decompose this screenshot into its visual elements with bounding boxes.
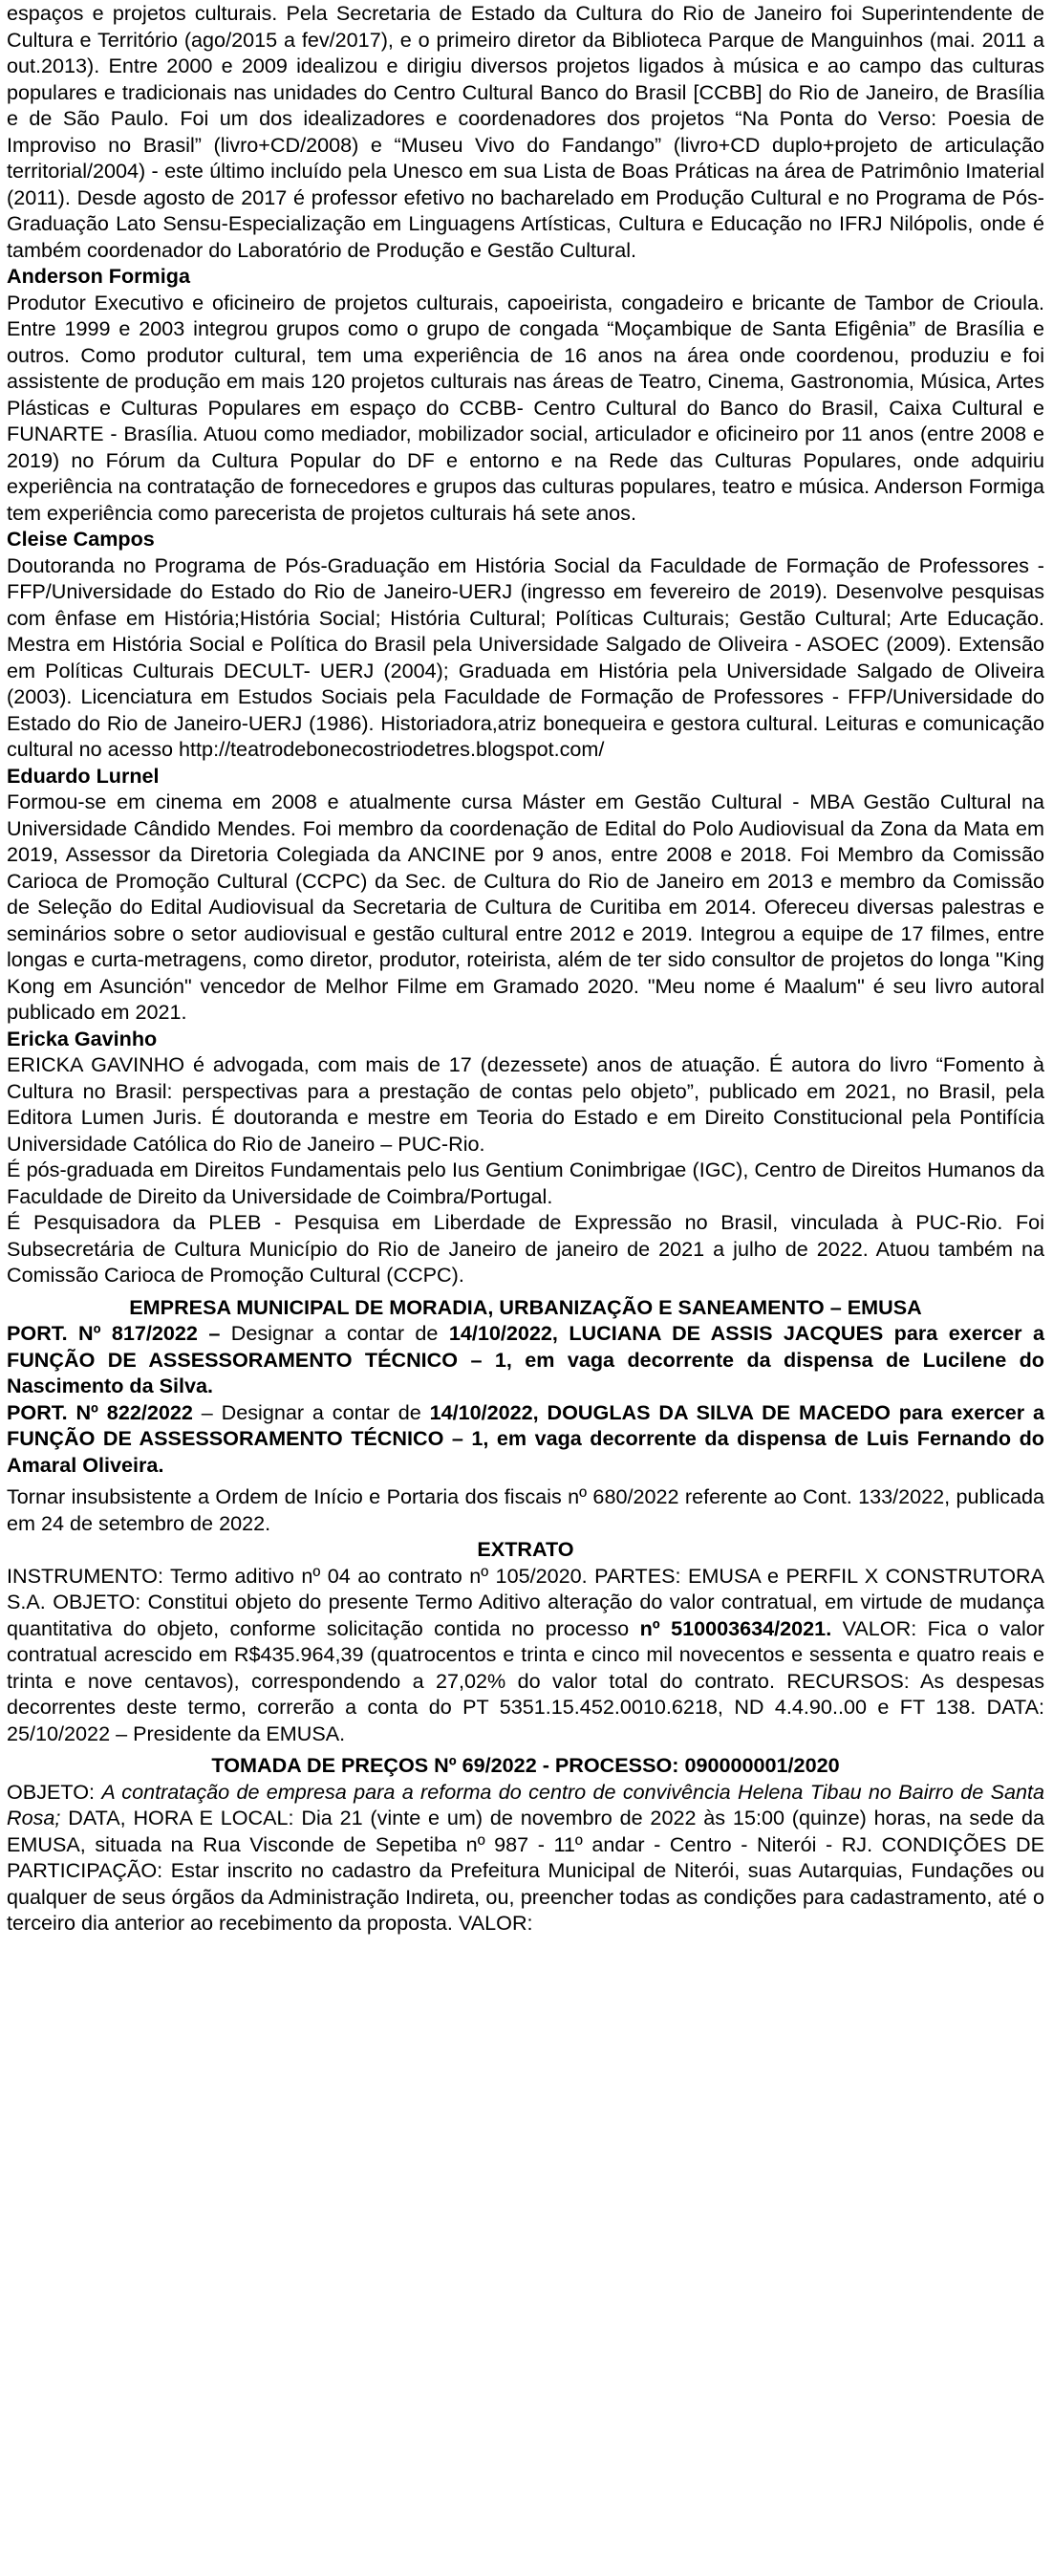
emusa-heading: EMPRESA MUNICIPAL DE MORADIA, URBANIZAÇÃO E SANEAMENTO – EMUSA bbox=[129, 1294, 922, 1319]
bio-name-anderson: Anderson Formiga bbox=[7, 264, 190, 288]
bio-text-anderson: Produtor Executivo e oficineiro de projetos culturais, capoeirista, congadeiro e bricante de Tambor de Crioula. Entre 1999 e 2003 integrou grupos como o grupo de congada “Moçambique de Santa Efigênia” de Brasília e outros. Como produtor cultural, tem uma experiência de 16 anos na área onde coordenou, produziu e foi assistente de produção em mais 120 projetos culturais nas áreas de Teatro, Cinema, Gastronomia, Música, Artes Plásticas e Culturas Populares em espaço do CCBB- Centro Cultural do Banco do Brasil, Caixa Cultural e FUNARTE - Brasília. Atuou como mediador, mobilizador social, articulador e oficineiro por 11 anos (entre 2008 e 2019) no Fórum da Cultura Popular do DF e entorno e na Rede das Culturas Populares, onde adquiriu experiência na contratação de fornecedores e grupos das culturas populares, teatro e música. Anderson Formiga tem experiência como parecerista de projetos culturais há sete anos. bbox=[7, 290, 1044, 525]
tomada-details: DATA, HORA E LOCAL: Dia 21 (vinte e um) de novembro de 2022 às 15:00 (quinze) horas, na sede da EMUSA, situada na Rua Visconde de Sepetiba nº 987 - 11º andar - Centro - Niterói - RJ. CONDIÇÕES DE PARTICIPAÇÃO: Estar inscrito no cadastro da Prefeitura Municipal de Niterói, suas Autarquias, Fundações ou qualquer de seus órgãos da Administração Indireta, ou, preencher todas as condições para cadastramento, até o terceiro dia anterior ao recebimento da proposta. VALOR: bbox=[7, 1806, 1044, 1935]
bio-text-ericka-3: É Pesquisadora da PLEB - Pesquisa em Liberdade de Expressão no Brasil, vinculada à PUC-Rio. Foi Subsecretária de Cultura Município do Rio de Janeiro de janeiro de 2021 a julho de 2022. Atuou também na Comissão Carioca de Promoção Cultural (CCPC). bbox=[7, 1210, 1044, 1287]
tomada-objeto-text: A contratação de empresa para a reforma do centro de convivência Helena Tibau no Bairro de Santa Rosa; bbox=[7, 1779, 1044, 1829]
portaria-817-body: 14/10/2022, LUCIANA DE ASSIS JACQUES para exercer a FUNÇÃO DE ASSESSORAMENTO TÉCNICO – 1, em vaga decorrente da dispensa de Lucilene do Nascimento da Silva. bbox=[7, 1321, 1044, 1397]
portaria-822-verb: – Designar a contar de bbox=[192, 1399, 430, 1424]
bio-intro-paragraph: espaços e projetos culturais. Pela Secretaria de Estado da Cultura do Rio de Janeiro foi Superintendente de Cultura e Território (ago/2015 a fev/2017), e o primeiro diretor da Biblioteca Parque de Manguinhos (mai. 2011 a out.2013). Entre 2000 e 2009 idealizou e dirigiu diversos projetos ligados à música e ao campo das culturas populares e tradicionais nas unidades do Centro Cultural Banco do Brasil [CCBB] do Rio de Janeiro, de Brasília e de São Paulo. Foi um dos idealizadores e coordenadores dos projetos “Na Ponta do Verso: Poesia de Improviso no Brasil” (livro+CD/2008) e “Museu Vivo do Fandango” (livro+CD duplo+projeto de articulação territorial/2004) - este último incluído pela Unesco em sua Lista de Boas Práticas na área de Patrimônio Imaterial (2011). Desde agosto de 2017 é professor efetivo no bacharelado em Produção Cultural e no Programa de Pós-Graduação Lato Sensu-Especialização em Linguagens Artísticas, Cultura e Educação no IFRJ Nilópolis, onde é também coordenador do Laboratório de Produção e Gestão Cultural. bbox=[7, 1, 1044, 262]
extrato-text-a: INSTRUMENTO: Termo aditivo nº 04 ao contrato nº 105/2020. PARTES: EMUSA e PERFIL X CONSTRUTORA S.A. OBJETO: Constitui objeto do presente Termo Aditivo alteração do valor contratual, em virtude de mudança quantitativa do objeto, conforme solicitação contida no processo bbox=[7, 1563, 1044, 1640]
extrato-text-c: VALOR: Fica o valor contratual acrescido em R$435.964,39 (quatrocentos e trinta e cinco mil novecentos e sessenta e quatro reais e trinta e nove centavos), correspondendo a 27,02% do valor total do contrato. RECURSOS: As despesas decorrentes deste termo, correrão a conta do PT 5351.15.452.0010.6218, ND 4.4.90..00 e FT 138. DATA: 25/10/2022 – Presidente da EMUSA. bbox=[7, 1615, 1045, 1745]
bio-name-eduardo: Eduardo Lurnel bbox=[7, 763, 160, 788]
portaria-817 bbox=[7, 1320, 1044, 1399]
extrato-text bbox=[7, 1563, 1044, 1747]
bio-text-ericka-2: É pós-graduada em Direitos Fundamentais pelo Ius Gentium Conimbrigae (IGC), Centro de Direitos Humanos da Faculdade de Direito da Universidade de Coimbra/Portugal. bbox=[7, 1158, 1044, 1208]
extrato-heading: EXTRATO bbox=[477, 1537, 574, 1561]
bio-text-ericka-1: ERICKA GAVINHO é advogada, com mais de 17 (dezessete) anos de atuação. É autora do livro “Fomento à Cultura no Brasil: perspectivas para a prestação de contas pelo objeto”, publicado em 2021, no Brasil, pela Editora Lumen Juris. É doutoranda e mestre em Teoria do Estado e em Direito Constitucional pela Pontifícia Universidade Católica do Rio de Janeiro – PUC-Rio. bbox=[7, 1052, 1044, 1156]
portaria-817-number: PORT. Nº 817/2022 – bbox=[7, 1321, 221, 1345]
portaria-822-body: 14/10/2022, DOUGLAS DA SILVA DE MACEDO para exercer a FUNÇÃO DE ASSESSORAMENTO TÉCNICO – 1, em vaga decorrente da dispensa de Luis Fernando do Amaral Oliveira. bbox=[7, 1399, 1045, 1477]
tomada-precos-heading: TOMADA DE PREÇOS Nº 69/2022 - PROCESSO: 090000001/2020 bbox=[211, 1753, 840, 1777]
bio-text-cleise: Doutoranda no Programa de Pós-Graduação em História Social da Faculdade de Formação de Professores - FFP/Universidade do Estado do Rio de Janeiro-UERJ (ingresso em fevereiro de 2019). Desenvolve pesquisas com ênfase em História;História Social; História Cultural; Políticas Culturais; Gestão Cultural; Arte Educação. Mestra em História Social e Política do Brasil pela Universidade Salgado de Oliveira - ASOEC (2009). Extensão em Políticas Culturais DECULT- UERJ (2004); Graduada em História pela Universidade Salgado de Oliveira (2003). Licenciatura em Estudos Sociais pela Faculdade de Formação de Professores - FFP/Universidade do Estado do Rio de Janeiro-UERJ (1986). Historiadora,atriz bonequeira e gestora cultural. Leituras e comunicação cultural no acesso http://teatrodebonecostriodetres.blogspot.com/ bbox=[7, 552, 1044, 761]
portaria-822-number: PORT. Nº 822/2022 bbox=[7, 1399, 193, 1424]
portaria-822 bbox=[7, 1399, 1044, 1479]
tornar-insubsistente-notice: Tornar insubsistente a Ordem de Início e Portaria dos fiscais nº 680/2022 referente ao Cont. 133/2022, publicada em 24 de setembro de 2022. bbox=[7, 1484, 1044, 1535]
tomada-objeto-label: OBJETO: bbox=[7, 1779, 102, 1804]
bio-name-ericka: Ericka Gavinho bbox=[7, 1026, 158, 1050]
tomada-precos-text bbox=[7, 1779, 1044, 1937]
bio-name-cleise: Cleise Campos bbox=[7, 527, 155, 551]
portaria-817-verb: Designar a contar de bbox=[220, 1321, 449, 1345]
extrato-process-number: nº 510003634/2021. bbox=[639, 1615, 832, 1640]
bio-text-eduardo: Formou-se em cinema em 2008 e atualmente cursa Máster em Gestão Cultural - MBA Gestão Cultural na Universidade Cândido Mendes. Foi membro da coordenação de Edital do Polo Audiovisual da Zona da Mata em 2019, Assessor da Diretoria Colegiada da ANCINE por 9 anos, entre 2008 e 2018. Foi Membro da Comissão Carioca de Promoção Cultural (CCPC) da Sec. de Cultura do Rio de Janeiro em 2013 e membro da Comissão de Seleção do Edital Audiovisual da Secretaria de Cultura de Curitiba em 2014. Ofereceu diversas palestras e seminários sobre o setor audiovisual e gestão cultural entre 2012 e 2019. Integrou a equipe de 17 filmes, entre longas e curta-metragens, como diretor, produtor, roteirista, além de ter sido consultor de projetos do longa "King Kong em Asunción" vencedor de Melhor Filme em Gramado 2020. "Meu nome é Maalum" é seu livro autoral publicado em 2021. bbox=[7, 790, 1044, 1024]
